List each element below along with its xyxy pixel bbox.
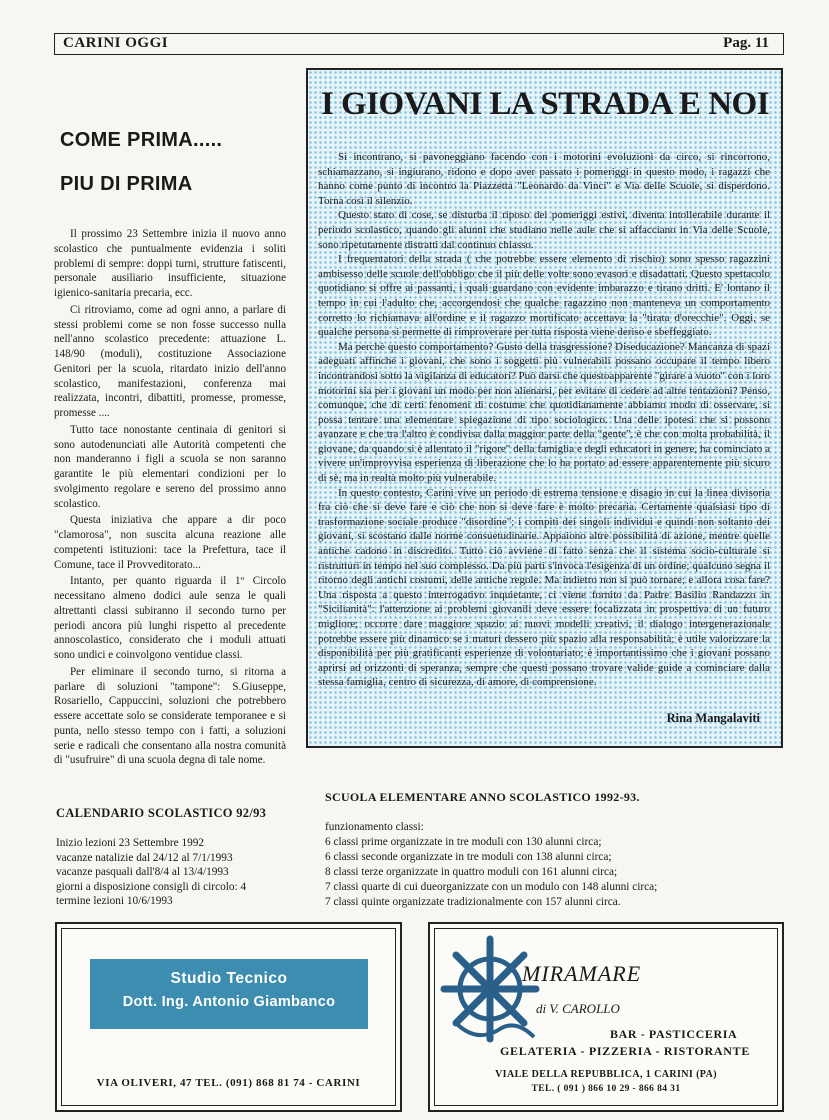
calendar-line: termine lezioni 10/6/1993 <box>56 895 173 907</box>
school-line: 7 classi quinte organizzate tradizionalmente con 157 alunni circa. <box>325 896 621 909</box>
main-paragraph: Si incontrano, si pavoneggiano facendo con i motorini evoluzioni da circo, si rincorrono, schiamazzano, si ingiurano, ridono e dopo aver passato i pomeriggi in questo modo, i ragazzi che hanno come punto di incontro la Piazzetta "Leonardo da Vinci" e Via delle Scuole, si disperdono. Torna così il silenzio. <box>318 151 770 207</box>
ad-miramare <box>428 922 784 1112</box>
left-paragraph: Il prossimo 23 Settembre inizia il nuovo anno scolastico che puntualmente evidenzia i soliti problemi di sempre: doppi turni, strutture fatiscenti, personale ausiliario insufficiente, situazione igienico-sanitaria precaria, ecc. <box>54 228 286 299</box>
studio-address: VIA OLIVERI, 47 TEL. (091) 868 81 74 - CARINI <box>96 1077 361 1089</box>
miramare-owner: di V. CAROLLO <box>536 1001 620 1016</box>
page-number: Pag. 11 <box>723 35 769 51</box>
left-paragraph: Tutto tace nonostante centinaia di genitori si sono autodenunciati alle Autorità competenti che non manderanno i figli a scuola se non saranno garantite le più elementari condizioni per lo svolgimento regolare e sereno del prossimo anno scolastico. <box>54 423 286 510</box>
school-line: funzionamento classi: <box>325 821 424 833</box>
miramare-phone: TEL. ( 091 ) 866 10 29 - 866 84 31 <box>531 1084 681 1094</box>
school-list <box>325 820 745 911</box>
calendar-title: CALENDARIO SCOLASTICO 92/93 <box>56 806 267 820</box>
ad-studio-tecnico <box>55 922 402 1112</box>
page-header <box>54 33 784 55</box>
main-article-author: Rina Mangalaviti <box>666 711 760 725</box>
left-paragraph: Intanto, per quanto riguarda il 1º Circolo necessitano almeno dodici aule senza le quali altrettanti classi subiranno il secondo turno per periodi ancora più lunghi rispetto al precedente annoscolastico, considerato che i moduli attuati sono undici e coinvolgono ventidue classi. <box>54 575 286 661</box>
left-article-title <box>60 118 290 206</box>
left-paragraph: Ci ritroviamo, come ad ogni anno, a parlare di stessi problemi come se non fosse successo nulla nell'anno scolastico precedente: attuazione L. 148/90 (moduli), costituzione Associazione Genitori per la scuola, ritardato inizio dell'anno scolastico, manifestazioni, conferenza mai realizzata, incontri, dibattiti, promesse, promesse, promesse .... <box>54 303 286 419</box>
main-paragraph: In questo contesto, Carini vive un periodo di estrema tensione e disagio in cui la linea divisoria fra ciò che si deve fare e ciò che non si deve fare è molto precaria. Certamente qualsiasi tipo di trasformazione sociale produce "disordine"; i compiti dei singoli individui e quindi non soltanto dei giovani, si scostano dalle norme consuetudinarie. Appaiono altre possibilità di azione, mentre quelle antiche cadono in discredito. Tutto ciò avviene di fatto senza che il sistema socio-culturale si ristrutturi in tempo nel suo complesso. Da più parti s'invoca l'esigenza di un ordine; qualcuno segna il ritorno degli antichi costumi, delle antiche regole. Ma indietro non si può tornare; e allora cosa fare? Una risposta a questo interrogativo inquietante, ci viene fornito da Padre Basilio Randazzo in "Sicilianità": l'attenzione ai problemi giovanili deve essere focalizzata in prospettiva di un futuro migliore; occorre dare maggiore spazio ai nuovi modelli creativi, il dialogo intergenerazionale potrebbe essere più dinamico se i maturi dessero più spazio alla responsabilità; è utile valorizzare la disponibilità per più gratificanti esperienze di volontariato; è importantissimo che i giovani possano aprirsi ad orizzonti di speranza, sempre che questi possano trovare valide guide a cominciare dalla stessa famiglia, centro di sicurezza, di amore, di comprensione. <box>318 486 770 689</box>
calendar-line: Inizio lezioni 23 Settembre 1992 <box>56 837 205 849</box>
school-line: 6 classi seconde organizzate in tre moduli con 138 alunni circa; <box>325 851 612 864</box>
calendar-line: vacanze pasquali dall'8/4 al 13/4/1993 <box>56 866 229 878</box>
left-article-body <box>54 227 286 770</box>
ship-wheel-icon <box>438 933 542 1045</box>
main-paragraph: Questo stato di cose, se disturba il riposo dei pomeriggi estivi, diventa intollerabile durante il periodo scolastico, quando gli alunni che studiano nelle aule che si affacciano in Via delle Scuole, sono ripetutamente distratti dal continuo chiasso. <box>318 209 770 251</box>
school-line: 7 classi quarte di cui dueorganizzate con un modulo con 148 alunni circa; <box>325 881 658 894</box>
left-paragraph: Per eliminare il secondo turno, si ritorna a parlare di soluzioni "tampone": S.Giuseppe, Rosariello, Cappuccini, soluzioni che potrebbero essere accettate solo se considerate temporanee e si punta, nello stesso tempo con i fatti, a soluzioni serie e radicali che consentano alla nostra comunità di "usufruire" di una scuola degna di tale nome. <box>54 665 286 767</box>
calendar-list <box>56 836 316 909</box>
miramare-name: MIRAMARE <box>522 961 642 986</box>
studio-name-line2: Dott. Ing. Antonio Giambanco <box>122 994 336 1010</box>
calendar-line: giorni a disposizione consigli di circolo: 4 <box>56 880 247 893</box>
school-line: 6 classi prime organizzate in tre moduli con 130 alunni circa; <box>325 836 602 849</box>
left-title-line1: COME PRIMA..... <box>60 129 223 151</box>
left-paragraph: Questa iniziativa che appare a dir poco "clamorosa", non suscita alcuna reazione alle competenti istituzioni: tace la Prefettura, tace il Comune, tace il Provveditorato... <box>54 514 286 571</box>
miramare-services-line1: BAR - PASTICCERIA <box>610 1027 738 1041</box>
main-article-title: I GIOVANI LA STRADA E NOI <box>320 86 770 122</box>
school-title: SCUOLA ELEMENTARE ANNO SCOLASTICO 1992-93. <box>325 790 640 804</box>
studio-name-line1: Studio Tecnico <box>170 970 288 987</box>
main-article-body <box>318 150 770 690</box>
publication-name: CARINI OGGI <box>63 35 169 51</box>
main-paragraph: Ma perchè questo comportamento? Gusto della trasgressione? Diseducazione? Mancanza di spazi adeguati affinchè i giovani, che sono i soggetti più vulnerabili possano occupare il tempo libero incontrandosi sotto la vigilanza di educatori? Può darsi che questoapparente "girare a vuoto" con i loro motorini sia per i giovani un modo per non alienarsi, per evitare di cedere ad altre tentazioni? Penso, comunque, che di certi fenomeni di costume che quotidianamente abbiamo modo di osservare, si possa tentare una elementare spiegazione di tipo sociologico. Una delle ipotesi che si possono avanzare e che tra l'altro è condivisa dalla maggior parte della "gente", è che con molta probabilità, il giovane, da quando si è allentato il "rigore" della famiglia e degli educatori in genere, ha cominciato a vivere un'improvvisa esperienza di liberazione che lo ha portato ad essere apparentemente più sicuro di sè, ma in realtà molto più vulnerabile. <box>318 340 770 485</box>
miramare-address: VIALE DELLA REPUBBLICA, 1 CARINI (PA) <box>495 1069 717 1080</box>
miramare-services-line2: GELATERIA - PIZZERIA - RISTORANTE <box>500 1044 751 1058</box>
school-line: 8 classi terze organizzate in quattro moduli con 161 alunni circa; <box>325 866 618 879</box>
left-title-line2: PIU DI PRIMA <box>60 173 193 195</box>
studio-banner <box>90 959 368 1029</box>
calendar-line: vacanze natalizie dal 24/12 al 7/1/1993 <box>56 851 233 864</box>
main-paragraph: I frequentatori della strada ( che potrebbe essere elemento di rischio) sono spesso ragazzini ambisesso delle scuole dell'obbligo che il più delle volte sono evasori e disadattati. Questo spettacolo quotidiano si offre ai passanti, i quali guardano con evidente imbarazzo e tirano dritti. E' lontano il tempo in cui l'adulto che, accorgendosi che qualche ragazzino non manteneva un comportamento corretto lo richiamava all'ordine e il ragazzo mortificato accettava la "tirata d'orecchie". Oggi, se qualche persona si permette di rimproverare per tutta risposta viene deriso e sbeffeggiato. <box>318 253 770 339</box>
